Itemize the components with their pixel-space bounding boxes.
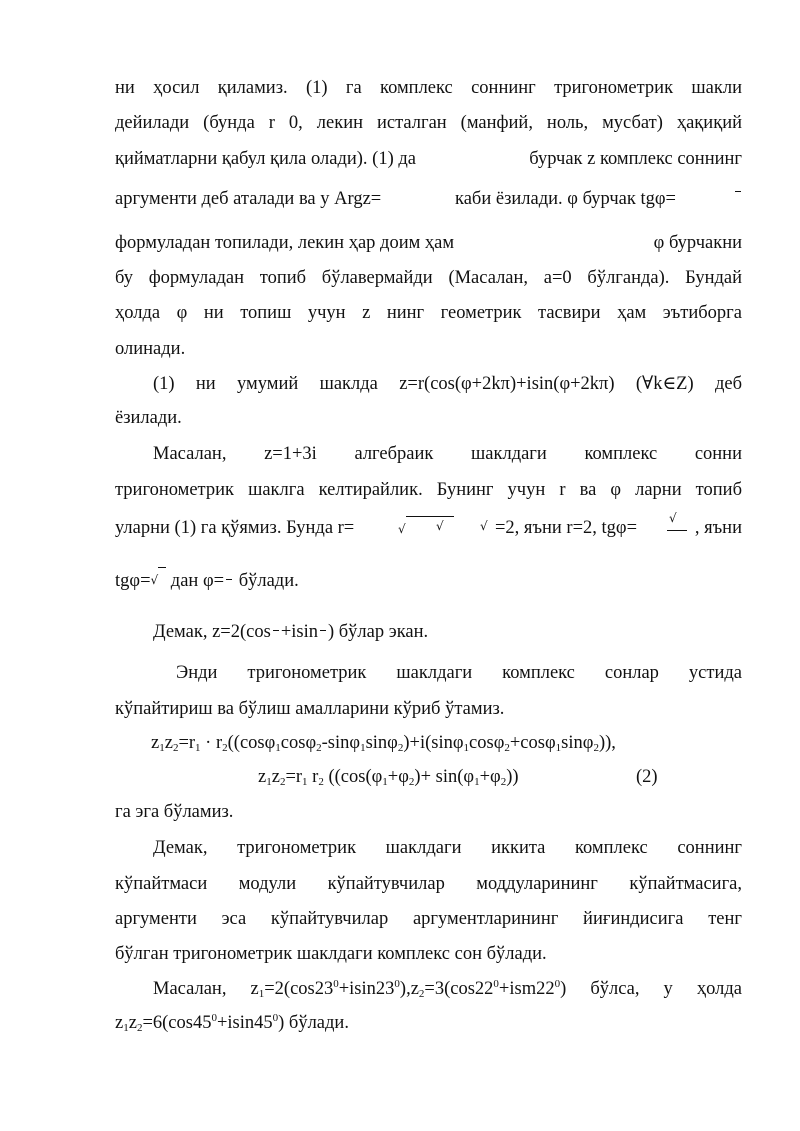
text-line-13-part-a: уларни (1) га қўямиз. Бунда r=: [115, 518, 355, 538]
text-line-14-part-c: бўлади.: [238, 571, 299, 591]
fraction-dash: [735, 191, 741, 192]
text-line-14: [115, 567, 299, 594]
text-line-3-part-b: бурчак z комплекс соннинг: [529, 149, 742, 169]
text-line-6: бу формуладан топиб бўлавермайди (Масалан, a=0 бўлганда). Бундай: [115, 268, 742, 288]
text-line-20: га эга бўламиз.: [115, 802, 234, 822]
text-line-22: кўпайтмаси модули кўпайтувчилар моддуларининг кўпайтмасига,: [115, 874, 742, 894]
formula-product-expanded: $z_1z_2=r_1 \cdot r_2((\cos\varphi_1\cos\varphi_2-\sin\varphi_1\sin\varphi_2)+i(\sin\varphi_1\cos\varphi_2+\cos\varphi_1\sin\varphi_2))$,: [151, 733, 616, 754]
text-line-9: (1) ни умумий шаклда z=r(cos(φ+2kπ)+isin(φ+2kπ) (∀k∈Z) деб: [153, 374, 742, 394]
text-line-24: бўлган тригонометрик шаклдаги комплекс сон бўлади.: [115, 944, 547, 964]
text-line-5-part-b: φ бурчакни: [653, 233, 742, 253]
text-line-2: дейилади (бунда r 0, лекин исталган (манфий, ноль, мусбат) ҳақиқий: [115, 113, 742, 133]
sqrt-sign-inner: √: [436, 519, 444, 533]
fraction-tg: √: [667, 520, 687, 531]
formula-product-trig: $z_1z_2=r_1$ $r_2$ ($(\cos(\varphi_1+\varphi_2)+ \sin(\varphi_1+\varphi_2))$: [258, 767, 519, 788]
text-line-4: [115, 187, 742, 211]
text-line-10: ёзилади.: [115, 408, 182, 428]
text-line-13: [115, 511, 742, 540]
text-line-7: ҳолда φ ни топиш учун z нинг геометрик тасвири ҳам эътиборга: [115, 303, 742, 323]
text-line-5-part-a: формуладан топилади, лекин ҳар доим ҳам: [115, 233, 455, 253]
text-line-4-part-a: аргументи деб аталади ва у Argz=: [115, 189, 382, 209]
text-line-4-part-b: каби ёзилади. φ бурчак tgφ=: [455, 189, 676, 209]
text-line-17: кўпайтириш ва бўлиш амалларини кўриб ўтамиз.: [115, 699, 505, 719]
text-line-16: Энди тригонометрик шаклдаги комплекс сонлар устида: [176, 663, 742, 683]
formula-number: (2): [636, 767, 658, 787]
fraction-dash: [273, 630, 279, 631]
fraction-dash: [226, 579, 232, 580]
text-line-21: Демак, тригонометрик шаклдаги иккита комплекс соннинг: [153, 838, 742, 858]
text-line-11: Масалан, z=1+3i алгебраик шаклдаги комплекс сонни: [153, 444, 742, 464]
text-line-15-part-b: +isin: [280, 622, 318, 642]
text-line-15-part-c: ) бўлар экан.: [327, 622, 429, 642]
text-line-23: аргументи эса кўпайтувчилар аргументларининг йиғиндисига тенг: [115, 909, 742, 929]
text-line-15-part-a: Демак, z=2(cos: [153, 622, 271, 642]
text-line-15: [115, 620, 428, 644]
example-line: Масалан, $z_1=2(\cos 23^0+isin23^0),z_2=3(\cos 22^0+ism22^0)$ бўлса, у ҳолда: [153, 978, 742, 1000]
fraction-dash: [320, 630, 326, 631]
text-line-14-part-b: дан φ=: [170, 571, 225, 591]
text-line-3-part-a: қийматларни қабул қила олади). (1) да: [115, 149, 416, 169]
text-line-13-part-b: =2, яъни r=2, tgφ=: [495, 518, 638, 538]
sqrt-sign-outer: √: [398, 522, 406, 536]
sqrt-sign-third: √: [480, 519, 488, 533]
text-line-12: тригонометрик шаклга келтирайлик. Бунинг учун r ва φ ларни топиб: [115, 480, 742, 500]
text-line-8: олинади.: [115, 339, 186, 359]
text-line-1: ни ҳосил қиламиз. (1) га комплекс соннинг тригонометрик шакли: [115, 78, 742, 98]
text-line-14-part-a: tgφ=: [115, 571, 151, 591]
text-line-3: [115, 147, 742, 171]
text-line-13-part-c: , яъни: [694, 518, 742, 538]
example-result: $z_1z_2=6(\cos 45^0+isin45^0)$ бўлади.: [115, 1012, 349, 1034]
text-line-5: [115, 231, 742, 255]
sqrt-expression: [398, 516, 488, 543]
sqrt-sign: √: [150, 573, 159, 587]
